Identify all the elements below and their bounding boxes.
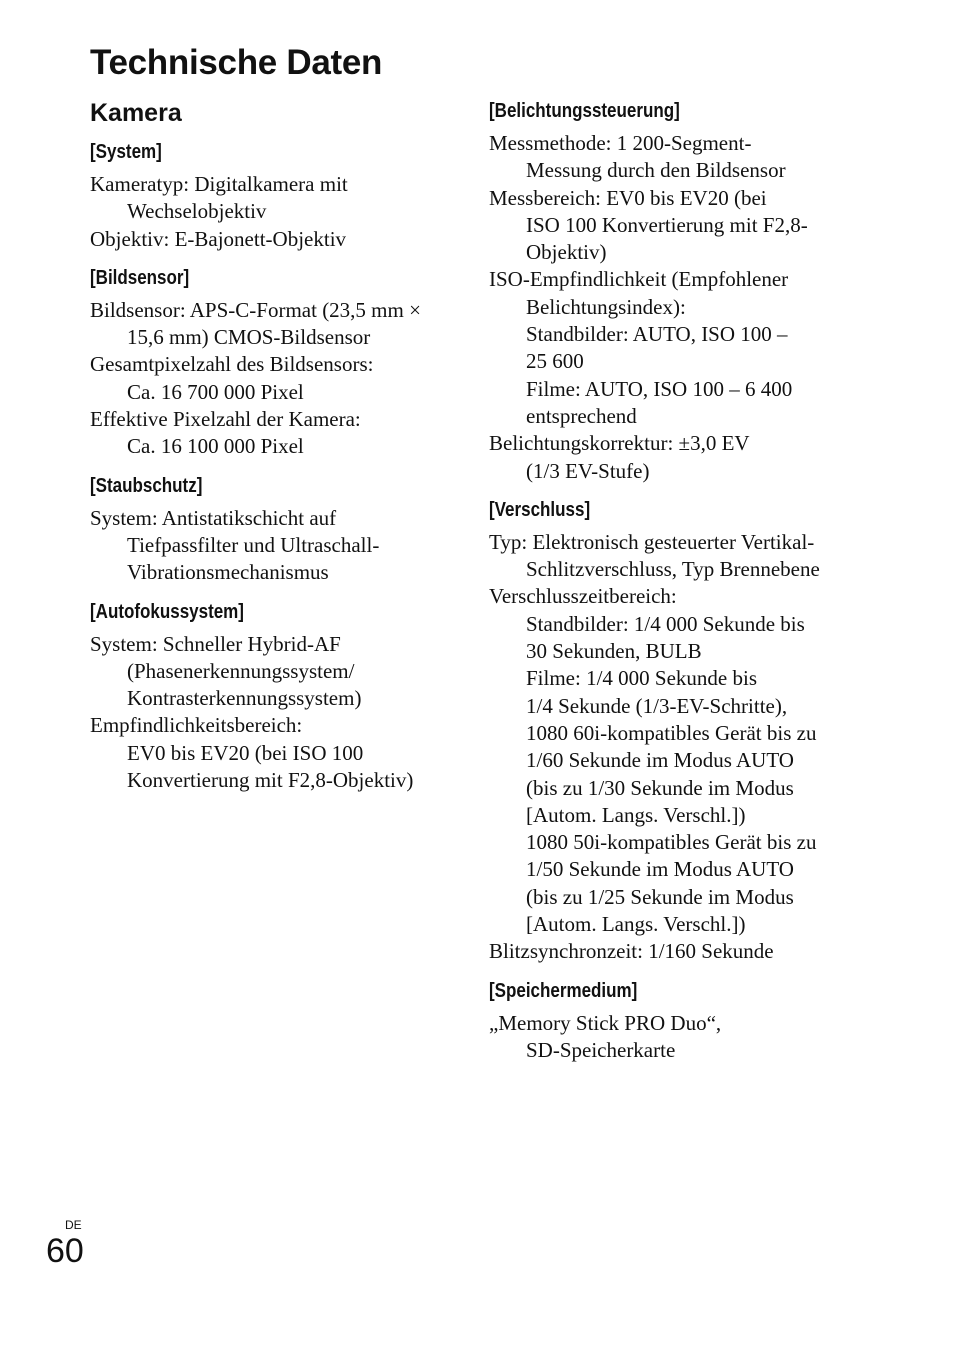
spec-line: (bis zu 1/30 Sekunde im Modus bbox=[526, 775, 794, 800]
spec-entries bbox=[90, 171, 462, 253]
spec-line: (1/3 EV-Stufe) bbox=[526, 458, 650, 483]
section-heading: [Speichermedium] bbox=[489, 979, 638, 1002]
section-heading: [System] bbox=[90, 141, 162, 163]
spec-line: 1/50 Sekunde im Modus AUTO bbox=[526, 857, 794, 882]
spec-line: Messmethode: 1 200-Segment- bbox=[489, 131, 752, 155]
spec-line: 30 Sekunden, BULB bbox=[526, 639, 702, 664]
spec-line: Standbilder: 1/4 000 Sekunde bis bbox=[526, 611, 805, 636]
spec-section bbox=[90, 599, 462, 795]
spec-section bbox=[489, 98, 859, 485]
section-heading: [Bildsensor] bbox=[90, 266, 190, 289]
spec-section bbox=[90, 473, 462, 587]
spec-entries bbox=[489, 130, 859, 485]
spec-line: Filme: AUTO, ISO 100 – 6 400 bbox=[526, 376, 793, 401]
page-number: 60 bbox=[46, 1232, 84, 1270]
section-heading: [Autofokussystem] bbox=[90, 600, 244, 623]
spec-line: Standbilder: AUTO, ISO 100 – bbox=[526, 322, 788, 347]
spec-line: Belichtungsindex): bbox=[526, 294, 686, 319]
spec-line: Schlitzverschluss, Typ Brennebene bbox=[526, 557, 820, 582]
spec-line: entsprechend bbox=[526, 403, 637, 428]
spec-entries bbox=[489, 1010, 859, 1065]
spec-line: 1/4 Sekunde (1/3-EV-Schritte), bbox=[526, 693, 788, 718]
spec-line: Messung durch den Bildsensor bbox=[526, 158, 786, 183]
spec-line: Kontrasterkennungssystem) bbox=[127, 686, 362, 711]
spec-line: [Autom. Langs. Verschl.]) bbox=[526, 802, 746, 827]
spec-line: Vibrationsmechanismus bbox=[127, 560, 329, 585]
section-heading: [Staubschutz] bbox=[90, 474, 203, 497]
spec-entries bbox=[90, 505, 462, 587]
spec-line: ISO-Empfindlichkeit (Empfohlener bbox=[489, 267, 789, 292]
section-heading: [Verschluss] bbox=[489, 498, 591, 521]
spec-line: 1080 60i-kompatibles Gerät bis zu bbox=[526, 720, 817, 745]
spec-line: Gesamtpixelzahl des Bildsensors: bbox=[90, 352, 374, 377]
spec-line: Typ: Elektronisch gesteuerter Vertikal- bbox=[489, 529, 815, 554]
spec-line: „Memory Stick PRO Duo“, bbox=[489, 1010, 722, 1035]
spec-line: Wechselobjektiv bbox=[127, 199, 267, 224]
language-code: DE bbox=[65, 1218, 82, 1232]
spec-section bbox=[489, 497, 859, 966]
right-sections bbox=[489, 98, 859, 1064]
right-column bbox=[489, 98, 859, 1076]
spec-line: (bis zu 1/25 Sekunde im Modus bbox=[526, 884, 794, 909]
spec-line: Empfindlichkeitsbereich: bbox=[90, 713, 303, 738]
section-group-title: Kamera bbox=[90, 99, 182, 127]
left-column bbox=[90, 98, 462, 806]
spec-line: Bildsensor: APS-C-Format (23,5 mm × bbox=[90, 297, 421, 322]
spec-line: Tiefpassfilter und Ultraschall- bbox=[127, 532, 380, 557]
spec-line: Objektiv) bbox=[526, 240, 607, 265]
section-heading: [Belichtungssteuerung] bbox=[489, 100, 680, 122]
spec-line: Verschlusszeitbereich: bbox=[489, 584, 677, 609]
spec-line: Konvertierung mit F2,8-Objektiv) bbox=[127, 768, 414, 793]
spec-section bbox=[90, 265, 462, 461]
left-sections bbox=[90, 139, 462, 794]
spec-line: System: Schneller Hybrid-AF bbox=[90, 631, 341, 656]
spec-line: Effektive Pixelzahl der Kamera: bbox=[90, 407, 361, 432]
spec-line: Ca. 16 100 000 Pixel bbox=[127, 434, 304, 459]
spec-line: Kameratyp: Digitalkamera mit bbox=[90, 172, 348, 196]
spec-entries bbox=[90, 631, 462, 795]
spec-line: Messbereich: EV0 bis EV20 (bei bbox=[489, 185, 767, 210]
spec-line: System: Antistatikschicht auf bbox=[90, 505, 337, 530]
spec-line: SD-Speicherkarte bbox=[526, 1037, 676, 1062]
spec-line: Filme: 1/4 000 Sekunde bis bbox=[526, 666, 757, 691]
spec-line: Blitzsynchronzeit: 1/160 Sekunde bbox=[489, 939, 774, 964]
spec-line: EV0 bis EV20 (bei ISO 100 bbox=[127, 740, 364, 765]
spec-entries bbox=[489, 529, 859, 966]
spec-line: 15,6 mm) CMOS-Bildsensor bbox=[127, 325, 371, 350]
page-footer bbox=[46, 1218, 84, 1268]
spec-section bbox=[90, 139, 462, 253]
spec-line: 25 600 bbox=[526, 349, 584, 374]
page-title: Technische Daten bbox=[90, 43, 383, 82]
spec-line: 1080 50i-kompatibles Gerät bis zu bbox=[526, 830, 817, 855]
spec-line: ISO 100 Konvertierung mit F2,8- bbox=[526, 212, 808, 237]
spec-line: Belichtungskorrektur: ±3,0 EV bbox=[489, 431, 750, 456]
spec-line: 1/60 Sekunde im Modus AUTO bbox=[526, 748, 794, 773]
spec-section bbox=[489, 978, 859, 1065]
spec-entries bbox=[90, 297, 462, 461]
spec-line: (Phasenerkennungssystem/ bbox=[127, 658, 355, 683]
spec-line: Ca. 16 700 000 Pixel bbox=[127, 379, 304, 404]
spec-line: Objektiv: E-Bajonett-Objektiv bbox=[90, 226, 347, 251]
spec-line: [Autom. Langs. Verschl.]) bbox=[526, 912, 746, 937]
